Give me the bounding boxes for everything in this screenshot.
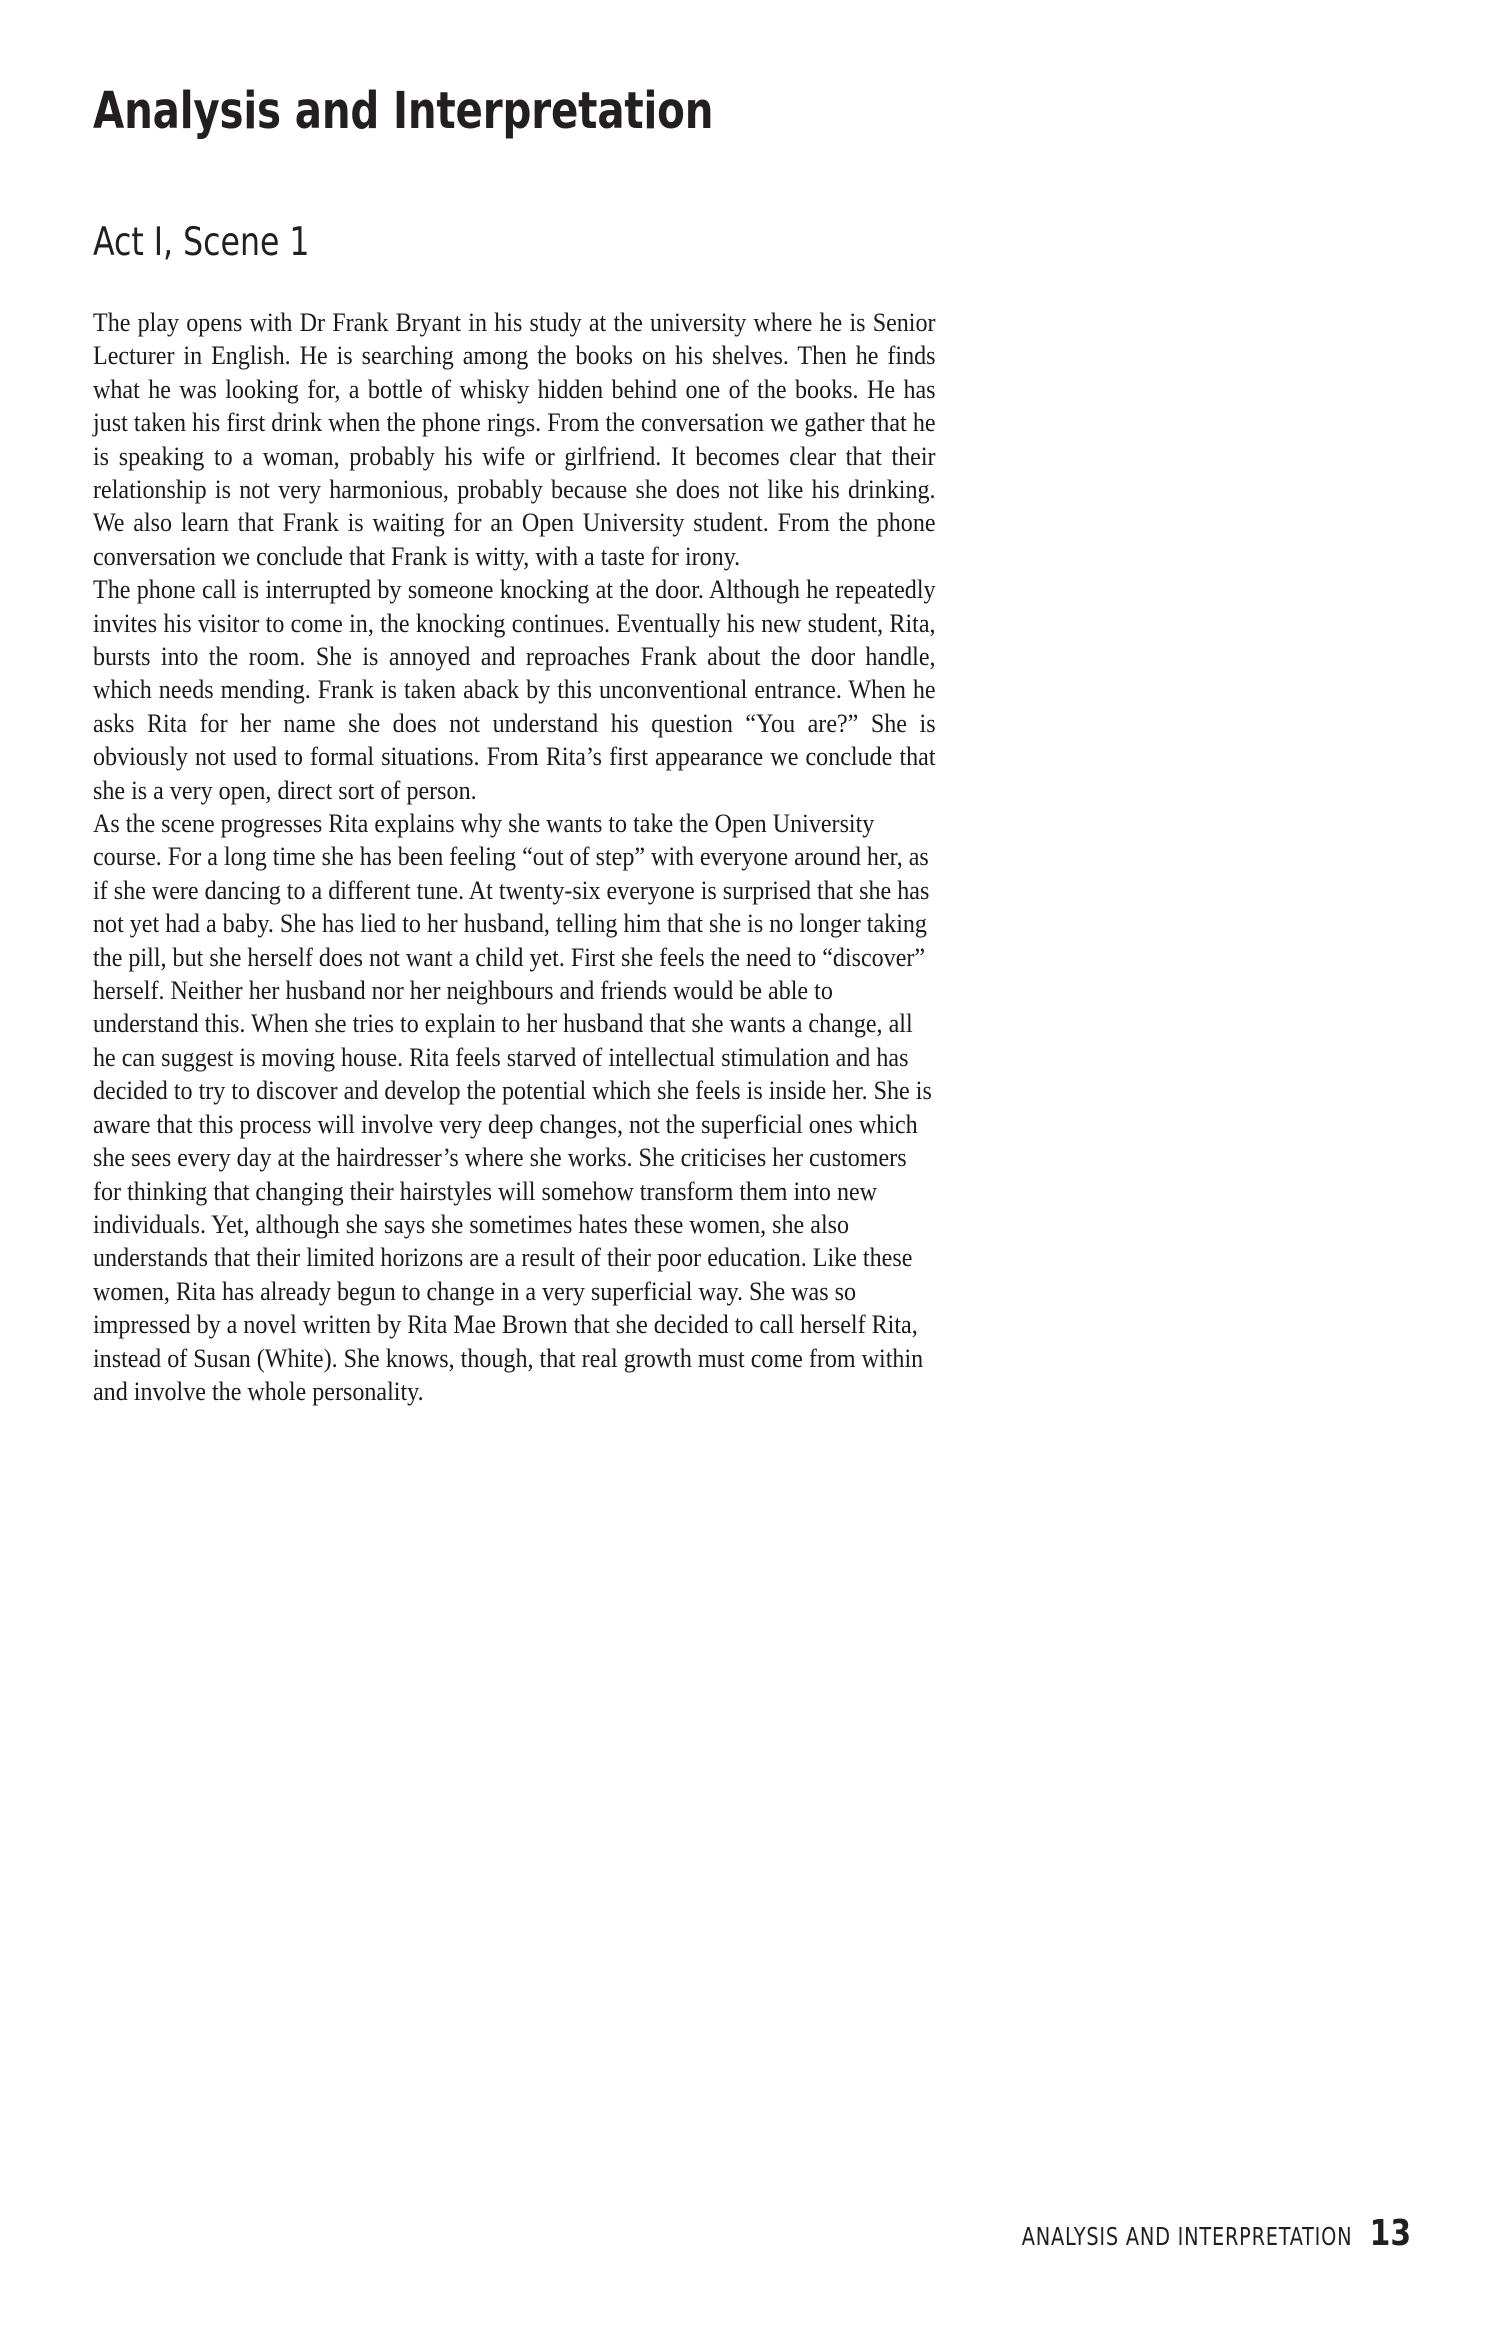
body-text-block <box>93 306 936 1408</box>
page-title: Analysis and Interpretation <box>93 82 714 141</box>
section-heading: Act I, Scene 1 <box>93 220 310 266</box>
footer-running-head: ANALYSIS AND INTERPRETATION <box>1021 2222 1352 2251</box>
paragraph: The play opens with Dr Frank Bryant in his study at the university where he is Senior Lecturer in English. He is searching among the books on his shelves. Then he finds what he was looking for, a bottle of whisky hidden behind one of the books. He has just taken his first drink when the phone rings. From the conversation we gather that he is speaking to a woman, probably his wife or girlfriend. It becomes clear that their relationship is not very harmonious, probably because she does not like his drinking. We also learn that Frank is waiting for an Open University student. From the phone conversation we conclude that Frank is witty, with a taste for irony. <box>93 306 936 571</box>
page-content <box>93 0 936 1408</box>
page-footer <box>0 2213 1411 2254</box>
paragraph: The phone call is interrupted by someone knocking at the door. Although he repeatedly invites his visitor to come in, the knocking continues. Eventually his new student, Rita, bursts into the room. She is annoyed and reproaches Frank about the door handle, which needs mending. Frank is taken aback by this unconventional entrance. When he asks Rita for her name she does not understand his question “You are?” She is obviously not used to formal situations. From Rita’s first appearance we conclude that she is a very open, direct sort of person. <box>93 574 936 805</box>
paragraph: As the scene progresses Rita explains why she wants to take the Open University course. For a long time she has been feeling “out of step” with everyone around her, as if she were dancing to a different tune. At twenty-six everyone is surprised that she has not yet had a baby. She has lied to her husband, telling him that she is no longer taking the pill, but she herself does not want a child yet. First she feels the need to “discover” herself. Neither her husband nor her neighbours and friends would be able to understand this. When she tries to explain to her husband that she wants a change, all he can suggest is moving house. Rita feels starved of intellectual stimulation and has decided to try to discover and develop the potential which she feels is inside her. She is aware that this process will involve very deep changes, not the superficial ones which she sees every day at the hairdresser’s where she works. She criticises her customers for thinking that changing their hairstyles will somehow transform them into new individuals. Yet, although she says she sometimes hates these women, she also understands that their limited horizons are a result of their poor education. Like these women, Rita has already begun to change in a very superficial way. She was so impressed by a novel written by Rita Mae Brown that she decided to call herself Rita, instead of Susan (White). She knows, though, that real growth must come from within and involve the whole personality. <box>93 808 932 1406</box>
page-number: 13 <box>1369 2213 1411 2254</box>
